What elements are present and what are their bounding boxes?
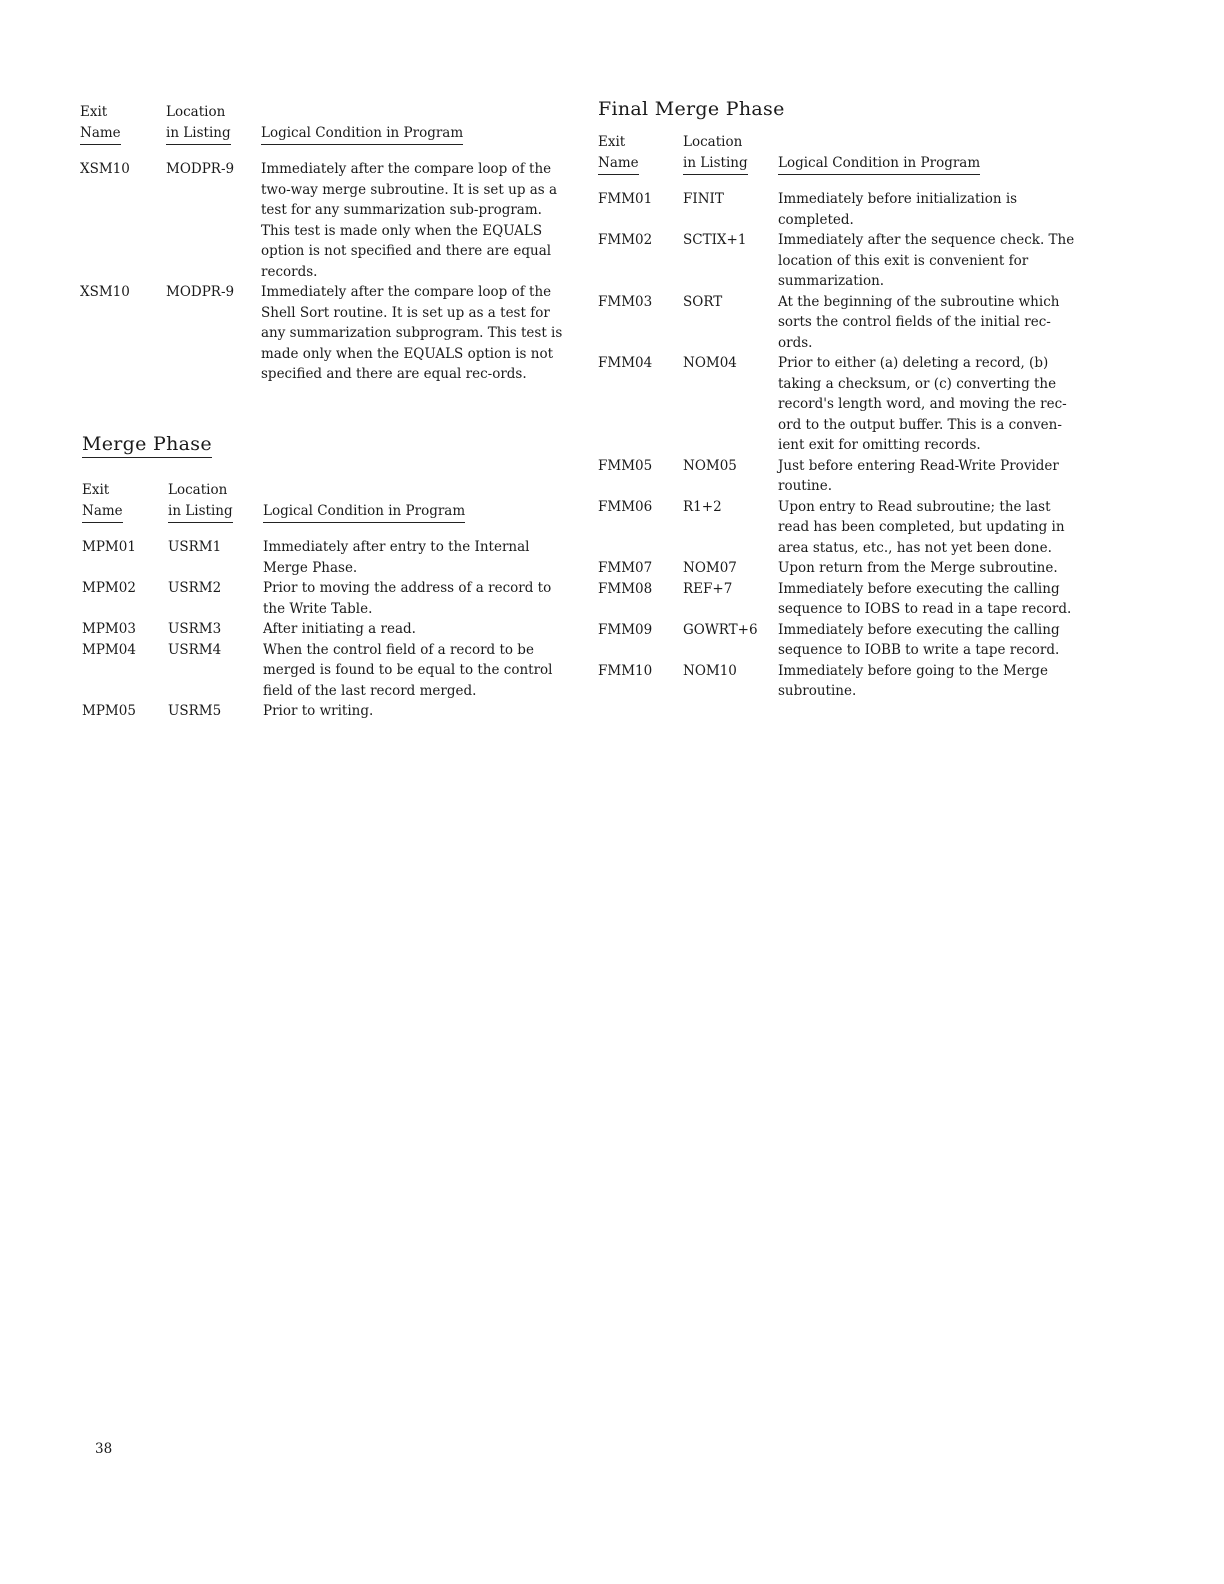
table-row [82, 619, 582, 640]
table-header-row [598, 132, 1083, 189]
condition-cell: Just before entering Read-Write Provider routine. [778, 457, 1059, 494]
exit-name-header: Exit Name [82, 480, 168, 537]
condition-cell: Upon return from the Merge subroutine. [778, 560, 1058, 576]
table-row [82, 578, 582, 619]
condition-cell: Immediately before going to the Merge subroutine. [778, 662, 1048, 699]
exit-name-cell: FMM10 [598, 662, 653, 679]
table-row [82, 701, 582, 722]
location-cell: USRM2 [168, 580, 222, 596]
exit-name-cell: MPM05 [82, 703, 136, 719]
condition-cell: After initiating a read. [263, 621, 416, 637]
location-cell: NOM05 [683, 457, 737, 474]
location-cell: GOWRT+6 [683, 621, 758, 638]
exit-name-cell: FMM06 [598, 498, 653, 515]
table-row [598, 620, 1083, 661]
table-header-row [82, 480, 582, 537]
merge-phase-section [82, 433, 582, 722]
table-row [80, 159, 580, 282]
exit-name-cell: MPM01 [82, 539, 136, 555]
exit-name-cell: MPM02 [82, 580, 136, 596]
table-row [598, 456, 1083, 497]
location-cell: USRM4 [168, 641, 222, 658]
table-row [82, 537, 582, 578]
condition-cell: Immediately after the compare loop of the Shell Sort routine. It is set up as a test for any summarization subprogram. This test is made only when the EQUALS option is not specified and there are equal rec-ords. [261, 284, 563, 382]
condition-cell: Prior to either (a) deleting a record, (b) taking a checksum, or (c) converting the record's length word, and moving the rec-ord to the output buffer. This is a conven-ient exit for omitting records. [778, 355, 1067, 453]
table-row [598, 230, 1083, 292]
location-cell: NOM10 [683, 662, 737, 679]
location-cell: NOM04 [683, 355, 737, 371]
location-header: Location in Listing [166, 102, 261, 159]
condition-cell: Prior to writing. [263, 703, 374, 719]
exit-name-cell: MPM03 [82, 621, 136, 637]
merge-phase-heading: Merge Phase [82, 433, 212, 458]
exit-name-cell: XSM10 [80, 161, 130, 177]
page-number: 38 [95, 1441, 113, 1457]
sort-exit-table [80, 102, 580, 385]
condition-cell: At the beginning of the subroutine which sorts the control fields of the initial rec-ords. [778, 293, 1060, 351]
table-row [82, 640, 582, 702]
location-cell: MODPR-9 [166, 284, 235, 300]
exit-name-cell: MPM04 [82, 641, 136, 658]
exit-name-cell: XSM10 [80, 284, 130, 300]
condition-cell: Immediately after the sequence check. The location of this exit is convenient for summarization. [778, 232, 1075, 289]
condition-cell: Upon entry to Read subroutine; the last read has been completed, but updating in area status, etc., has not yet been done. [778, 498, 1065, 556]
location-cell: R1+2 [683, 498, 722, 515]
condition-cell: When the control field of a record to be merged is found to be equal to the control field of the last record merged. [263, 641, 553, 699]
table-row [80, 282, 580, 385]
exit-name-cell: FMM02 [598, 232, 653, 248]
condition-cell: Immediately before initialization is completed. [778, 191, 1018, 228]
exit-name-cell: FMM03 [598, 293, 653, 310]
final-merge-phase-heading: Final Merge Phase [598, 98, 785, 120]
final-merge-exit-table [598, 132, 1083, 702]
location-cell: USRM1 [168, 539, 222, 555]
table-row [598, 558, 1083, 579]
sort-phase-table-section [80, 102, 580, 385]
condition-header: Logical Condition in Program [778, 132, 1083, 189]
location-cell: USRM3 [168, 621, 222, 637]
location-cell: NOM07 [683, 560, 737, 576]
exit-name-cell: FMM09 [598, 621, 653, 638]
location-cell: REF+7 [683, 580, 733, 597]
condition-header: Logical Condition in Program [263, 480, 582, 537]
exit-name-header: Exit Name [598, 132, 683, 189]
table-row [598, 661, 1083, 702]
location-cell: SORT [683, 293, 723, 310]
table-row [598, 497, 1083, 559]
condition-cell: Immediately before executing the calling sequence to IOBB to write a tape record. [778, 621, 1060, 658]
exit-name-header: Exit Name [80, 102, 166, 159]
table-header-row [80, 102, 580, 159]
table-row [598, 353, 1083, 456]
merge-exit-table [82, 480, 582, 722]
location-cell: MODPR-9 [166, 161, 235, 177]
location-header: Location in Listing [683, 132, 778, 189]
exit-name-cell: FMM01 [598, 191, 653, 207]
location-cell: FINIT [683, 191, 724, 207]
exit-name-cell: FMM07 [598, 560, 653, 576]
condition-cell: Prior to moving the address of a record to the Write Table. [263, 580, 552, 617]
table-row [598, 189, 1083, 230]
location-header: Location in Listing [168, 480, 263, 537]
final-merge-phase-section [598, 98, 1083, 702]
table-row [598, 579, 1083, 620]
condition-cell: Immediately before executing the calling sequence to IOBS to read in a tape record. [778, 580, 1072, 617]
condition-cell: Immediately after entry to the Internal Merge Phase. [263, 539, 530, 576]
table-row [598, 292, 1083, 354]
exit-name-cell: FMM04 [598, 355, 653, 371]
exit-name-cell: FMM08 [598, 580, 653, 597]
condition-cell: Immediately after the compare loop of the two-way merge subroutine. It is set up as a test for any summarization sub-program. This test is made only when the EQUALS option is not specified and there are equal records. [261, 161, 558, 280]
location-cell: USRM5 [168, 703, 222, 719]
exit-name-cell: FMM05 [598, 457, 653, 474]
location-cell: SCTIX+1 [683, 232, 747, 248]
condition-header: Logical Condition in Program [261, 102, 580, 159]
